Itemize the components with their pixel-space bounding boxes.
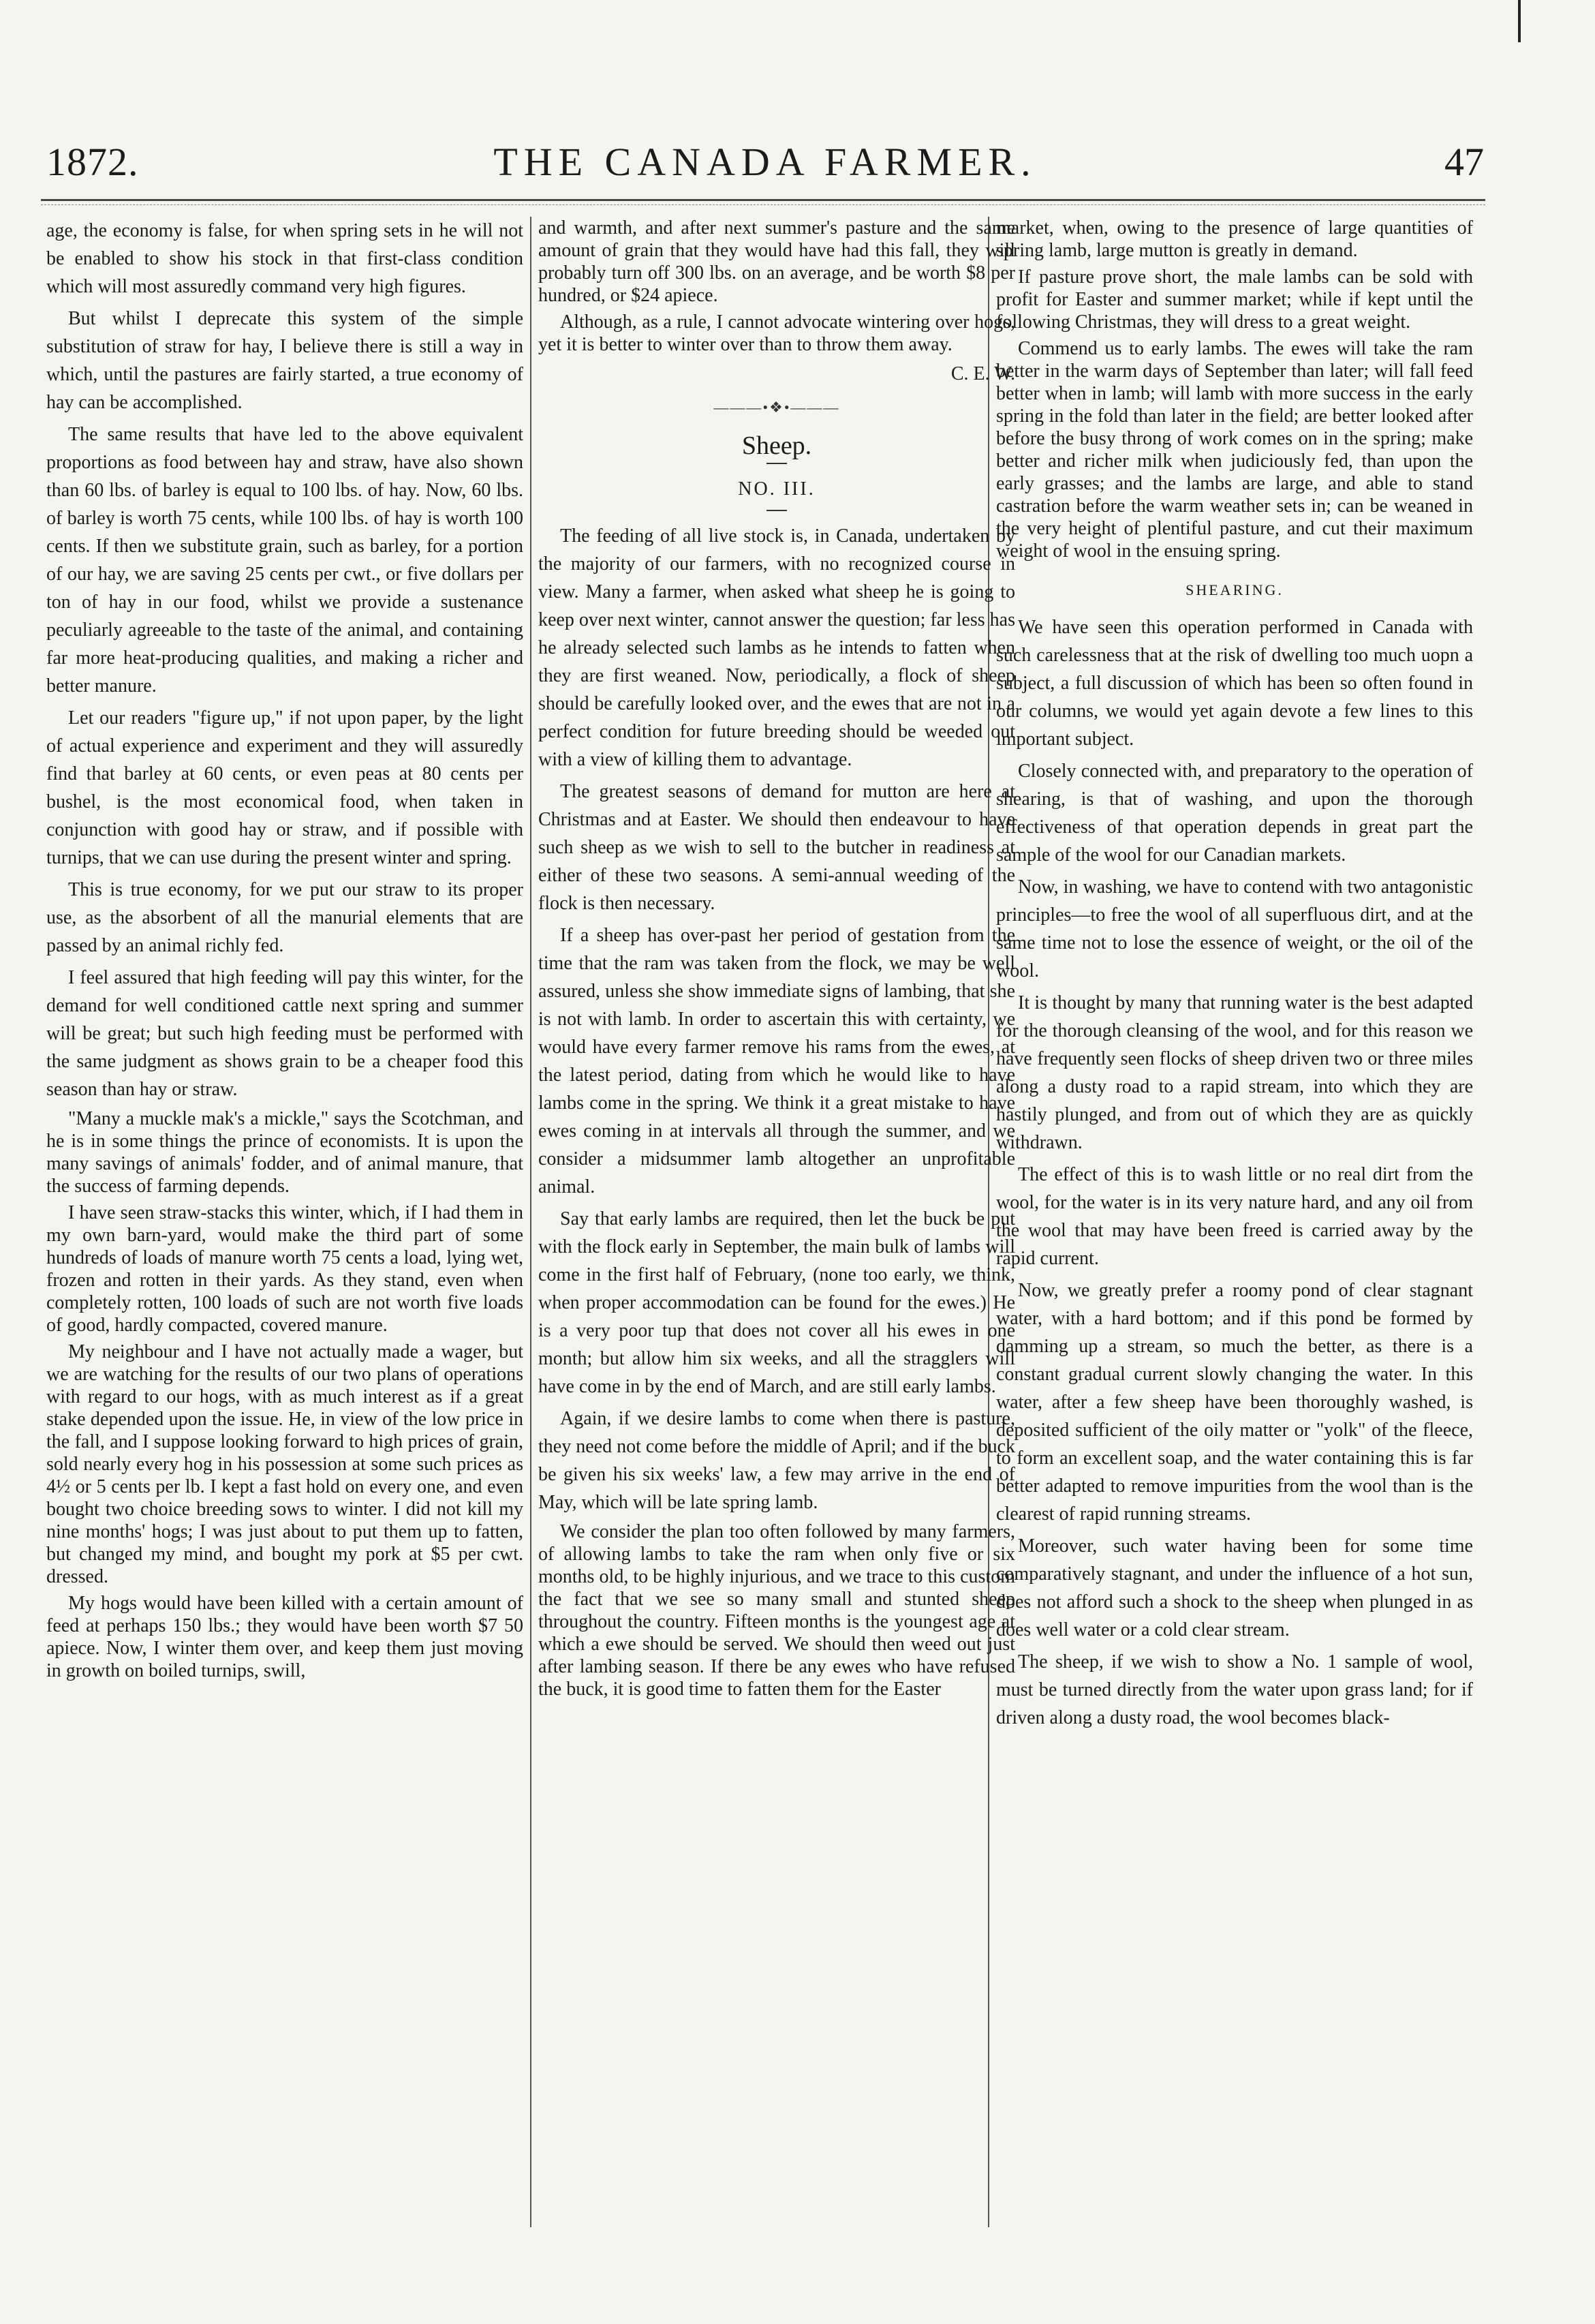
newspaper-title: THE CANADA FARMER. [493,140,1037,184]
paragraph: This is true economy, for we put our straw to its proper use, as the absorbent of all the manurial elements that are passed by an animal richly fed. [46,879,523,956]
paragraph: Closely connected with, and preparatory to the operation of shearing, is that of washing, and upon the thorough effectiveness of that operation depends in great part the sample of the wool for our Canadian markets. [996,761,1473,866]
paragraph: The greatest seasons of demand for mutton are here at Christmas and at Easter. We should then endeavour to have such sheep as we wish to sell to the butcher in readiness at either of these two seasons. A semi-annual weeding of the flock is then necessary. [538,781,1015,914]
paragraph: Now, we greatly prefer a roomy pond of clear stagnant water, with a hard bottom; and if this pond be formed by damming up a stream, so much the better, as there is a constant gradual current slowly changing the water. In this water, after a few sheep have been thoroughly washed, is deposited sufficient of the oily matter or "yolk" of the fleece, to form an excellent soap, and the water containing this is far better adapted to remove impurities from the wool than is the clearest of rapid running streams. [996,1280,1473,1525]
article-heading: Sheep. [741,431,812,460]
paragraph: The sheep, if we wish to show a No. 1 sample of wool, must be turned directly from the water upon grass land; for if driven along a dusty road, the wool becomes black- [996,1651,1473,1728]
section-divider: ———•❖•——— [713,399,840,416]
paragraph: If a sheep has over-past her period of gestation from the time that the ram was taken from the flock, we may be well assured, unless she show immediate signs of lambing, that she is not with lamb. In order to ascertain this with certainty, we would have every farmer remove his rams from the ewes, at the latest period, dating from which he would like to have lambs come in the spring. We think it a great mistake to have ewes coming in at intervals all through the summer, and we consider a midsummer lamb altogether an unprofitable animal. [538,925,1015,1197]
header-rule-dashed [41,204,1485,205]
section-heading: SHEARING. [1186,581,1284,598]
paragraph: We consider the plan too often followed by many farmers, of allowing lambs to take the ram when only five or six months old, to be highly injurious, and we trace to this custom the fact that we see so many small and stunted sheep throughout the country. Fifteen months is the youngest age at which a ewe should be served. We should then weed out just after lambing season. If there be any ewes who have refused the buck, it is good time to fatten them for the Easter [538,1521,1015,1700]
paragraph: The effect of this is to wash little or no real dirt from the wool, for the water is in its very nature hard, and any oil from the wool that may have been freed is carried away by the rapid current. [996,1164,1473,1269]
paragraph: I feel assured that high feeding will pay this winter, for the demand for well conditioned cattle next spring and summer will be great; but such high feeding must be performed with the same judgment as shows grain to be a cheaper food this season than hay or straw. [46,967,523,1100]
paragraph: Say that early lambs are required, then let the buck be put with the flock early in September, the main bulk of lambs will come in the first half of February, (none too early, we think, when proper accommodation can be found for the ewes.) He is a very poor tup that does not cover all his ewes in one month; but allow him six weeks, and all the stragglers will have come in by the end of March, and are still early lambs. [538,1208,1015,1397]
paragraph: The feeding of all live stock is, in Canada, undertaken by the majority of our farmers, with no recognized course in view. Many a farmer, when asked what sheep he is going to keep over next winter, cannot answer the question; far less has he already selected such lambs as he intends to fatten when they are first weaned. Now, periodically, a flock of sheep should be carefully looked over, and the ewes that are not in a perfect condition for future breeding should be weeded out with a view of killing them to advantage. [538,525,1015,770]
subheading-dash [766,510,787,511]
paragraph: Again, if we desire lambs to come when there is pasture, they need not come before the middle of April; and if the buck be given his six weeks' law, a few may arrive in the end of May, which will be late spring lamb. [538,1408,1015,1513]
masthead [46,139,1484,194]
paragraph: We have seen this operation performed in Canada with such carelessness that at the risk of dwelling too much uopn a subject, a full discussion of which has been so often found in our columns, we would yet again devote a few lines to this important subject. [996,617,1473,750]
paragraph: Let our readers "figure up," if not upon paper, by the light of actual experience and experiment and they will assuredly find that barley at 60 cents, or even peas at 80 cents per bushel, is the most economical food, when taken in conjunction with good hay or straw, and if possible with turnips, that we can use during the present winter and spring. [46,707,523,868]
paragraph: market, when, owing to the presence of large quantities of spring lamb, large mutton is greatly in demand. [996,217,1473,261]
author-signature: C. E. W. [950,363,1015,384]
heading-dash [766,463,787,464]
column-1 [46,217,523,2275]
issue-year: 1872. [46,140,139,184]
paragraph: My neighbour and I have not actually made a wager, but we are watching for the results of our two plans of operations with regard to our hogs, with as much interest as if a great stake depended upon the issue. He, in view of the low price in the fall, and I suppose looking forward to high prices of grain, sold nearly every hog in his possession at some such prices as 4½ or 5 cents per lb. I kept a fast hold on every one, and even bought two choice breeding sows to winter. I did not kill my nine months' hogs; I was just about to put them up to fatten, but changed my mind, and bought my pork at $5 per cwt. dressed. [46,1341,523,1587]
paragraph: Moreover, such water having been for some time comparatively stagnant, and under the influence of a hot sun, does not afford such a shock to the sheep when plunged in as does well water or a cold clear stream. [996,1535,1473,1640]
column-3 [996,217,1473,2275]
paragraph: age, the economy is false, for when spring sets in he will not be enabled to show his stock in that first-class condition which will most assuredly command very high figures. [46,220,523,297]
paragraph: Now, in washing, we have to contend with two antagonistic principles—to free the wool of all superfluous dirt, and at the same time not to lose the essence of weight, or the oil of the wool. [996,876,1473,981]
page-number: 47 [1444,140,1484,184]
article-subheading: NO. III. [738,478,816,500]
paragraph: Commend us to early lambs. The ewes will take the ram better in the warm days of September than later; will fall feed better when in lamb; will lamb with more success in the early spring in the fold than later in the field; are better looked after before the busy throng of work comes on in the spring; make better and richer milk when judiciously fed, than upon the early grasses; and the lambs are large, and able to stand castration before the warm weather sets in; can be weaned in the very height of plentiful pasture, and cut their maximum weight of wool in the ensuing spring. [996,338,1473,562]
column-2 [538,217,1015,2275]
scan-edge-mark [1518,0,1521,42]
header-rule [41,199,1485,201]
paragraph: It is thought by many that running water is the best adapted for the thorough cleansing of the wool, and for this reason we have frequently seen flocks of sheep driven two or three miles along a dusty road to a rapid stream, into which they are hastily plunged, and from out of which they are as quickly withdrawn. [996,992,1473,1153]
paragraph: "Many a muckle mak's a mickle," says the Scotchman, and he is in some things the prince of economists. It is upon the many savings of animals' fodder, and of animal manure, that the success of farming depends. [46,1108,523,1197]
paragraph: and warmth, and after next summer's pasture and the same amount of grain that they would have had this fall, they will probably turn off 300 lbs. on an average, and be worth $8 per hundred, or $24 apiece. [538,217,1015,306]
column-divider-1 [530,217,531,2227]
paragraph: But whilst I deprecate this system of the simple substitution of straw for hay, I believe there is still a way in which, until the pastures are fairly started, a true economy of hay can be accomplished. [46,308,523,413]
paragraph: I have seen straw-stacks this winter, which, if I had them in my own barn-yard, would make the third part of some hundreds of loads of manure worth 75 cents a load, lying wet, frozen and rotten in their yards. As they stand, even when completely rotten, 100 loads of such are not worth five loads of good, hardly compacted, covered manure. [46,1202,523,1336]
paragraph: My hogs would have been killed with a certain amount of feed at perhaps 150 lbs.; they would have been worth $7 50 apiece. Now, I winter them over, and keep them just moving in growth on boiled turnips, swill, [46,1593,523,1681]
paragraph: The same results that have led to the above equivalent proportions as food between hay and straw, have also shown than 60 lbs. of barley is equal to 100 lbs. of hay. Now, 60 lbs. of barley is worth 75 cents, while 100 lbs. of hay is worth 100 cents. If then we substitute grain, such as barley, for a portion of our hay, we are saving 25 cents per cwt., or five dollars per ton of hay in our food, whilst we provide a sustenance peculiarly agreeable to the taste of the animal, and containing far more heat-producing qualities, and making a richer and better manure. [46,424,523,697]
paragraph: Although, as a rule, I cannot advocate wintering over hogs, yet it is better to winter over than to throw them away. [538,311,1015,355]
paragraph: If pasture prove short, the male lambs can be sold with profit for Easter and summer market; while if kept until the following Christmas, they will dress to a great weight. [996,266,1473,333]
